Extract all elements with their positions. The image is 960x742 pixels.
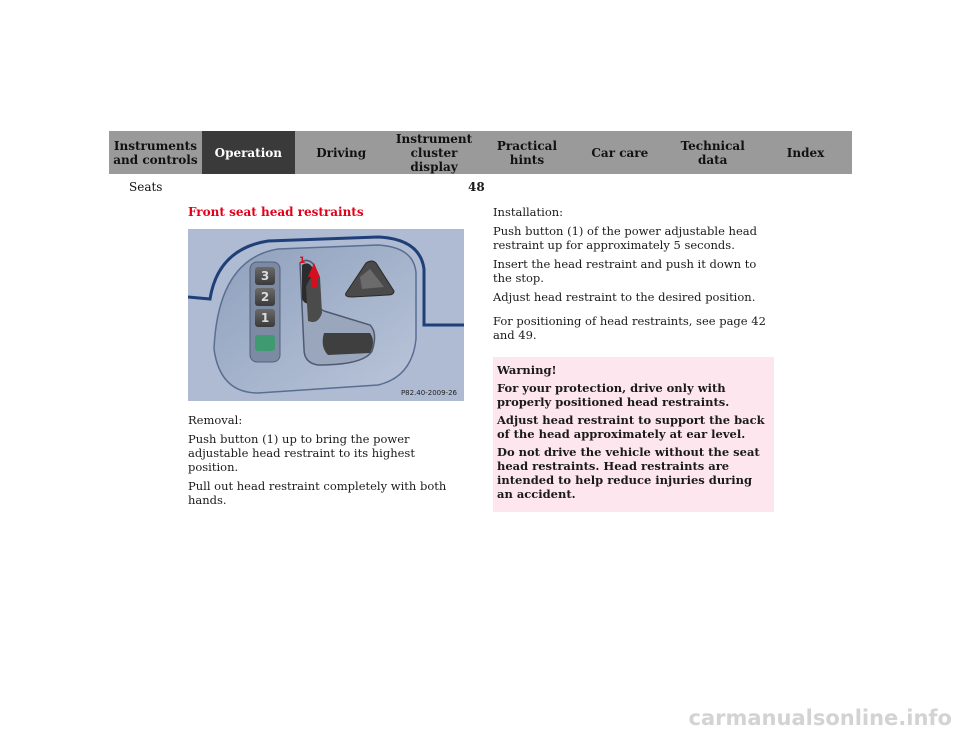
installation-step-2: Insert the head restraint and push it down to the stop.: [493, 257, 757, 285]
tab-operation[interactable]: Operation: [202, 131, 295, 174]
warning-item-3: Do not drive the vehicle without the seat head restraints. Head restraints are intended to help reduce injuries during an accident.: [497, 445, 760, 501]
tab-practical-hints[interactable]: Practical hints: [481, 131, 574, 174]
tab-index[interactable]: Index: [759, 131, 852, 174]
section-name: Seats: [129, 180, 163, 194]
removal-step-1: Push button (1) up to bring the power adjustable head restraint to its highest position.: [188, 432, 415, 474]
installation-label: Installation:: [493, 205, 564, 219]
tab-instruments-and-controls[interactable]: Instruments and controls: [109, 131, 202, 174]
seat-switch-illustration: [188, 229, 464, 401]
right-column: [493, 205, 775, 512]
warning-title: Warning!: [497, 363, 557, 377]
section-title: Front seat head restraints: [188, 205, 364, 219]
figure-code: P82.40-2009-26: [400, 389, 457, 397]
tab-car-care[interactable]: Car care: [573, 131, 666, 174]
callout-label: 1: [299, 256, 306, 266]
memory-label-1: 1: [260, 311, 270, 325]
seat-cushion-button: [323, 333, 373, 355]
seat-control-figure: [188, 229, 464, 401]
removal-step-2: Pull out head restraint completely with both hands.: [188, 479, 447, 507]
site-watermark: carmanualsonline.info: [688, 706, 952, 730]
warning-item-1: For your protection, drive only with properly positioned head restraints.: [497, 381, 730, 409]
tab-instrument-cluster-display[interactable]: Instrument cluster display: [388, 131, 481, 174]
page-number: 48: [468, 180, 485, 194]
tab-driving[interactable]: Driving: [295, 131, 388, 174]
chapter-tabs: [109, 131, 852, 174]
positioning-note: For positioning of head restraints, see page 42 and 49.: [493, 314, 766, 342]
memory-store-button: [255, 335, 275, 351]
installation-step-1: Push button (1) of the power adjustable head restraint up for approximately 5 seconds.: [493, 224, 757, 252]
removal-label: Removal:: [188, 413, 243, 427]
left-column: [188, 205, 468, 512]
warning-item-2: Adjust head restraint to support the back of the head approximately at ear level.: [497, 413, 765, 441]
memory-label-3: 3: [260, 269, 270, 283]
memory-label-2: 2: [260, 290, 270, 304]
installation-step-3: Adjust head restraint to the desired position.: [493, 290, 756, 304]
warning-box: [493, 357, 774, 512]
tab-technical-data[interactable]: Technical data: [666, 131, 759, 174]
